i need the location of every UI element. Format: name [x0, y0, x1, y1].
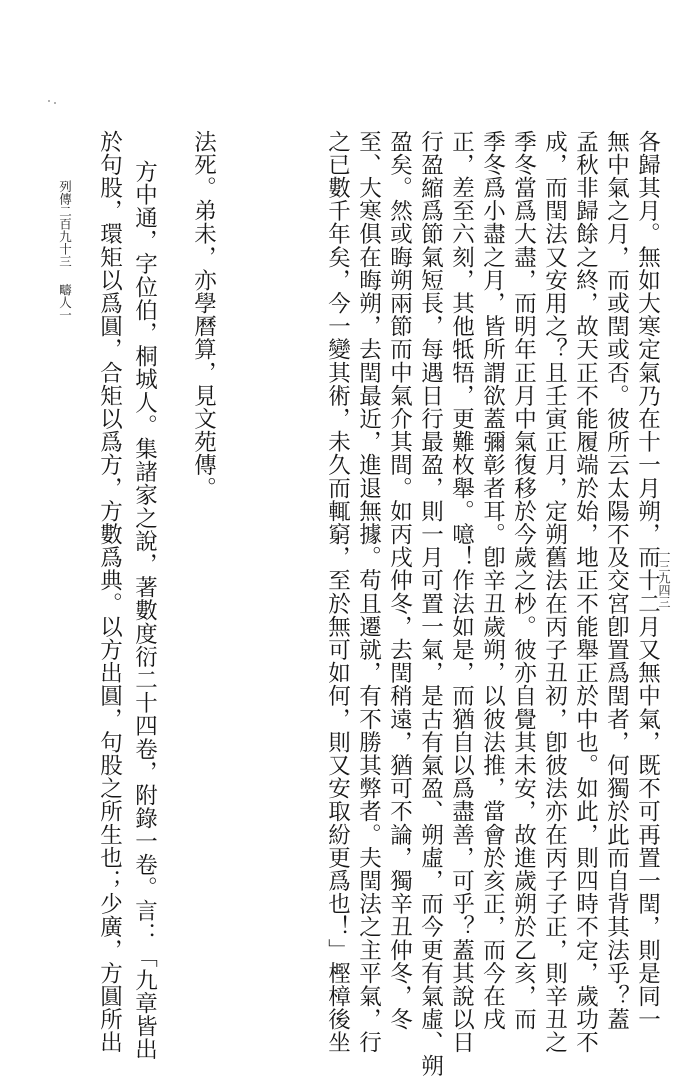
text-column-10: 至、大寒俱在晦朔，去閏最近，進退無據。苟且遷就，有不勝其弊者。夫閏法之主平氣，行	[355, 130, 382, 1054]
text-column-12: 法死。弟未，亦學曆算，見文苑傳。	[190, 130, 217, 500]
text-column-6: 季冬爲小盡之月，皆所謂欲蓋彌彰者耳。卽辛丑歲朔，以彼法推，當會於亥正，而今在戌	[479, 130, 506, 1031]
scan-speck	[54, 102, 56, 104]
text-column-3: 孟秋非歸餘之終，故天正不能履端於始，地正不能舉正於中也。如此，則四時不定，歲功不	[572, 130, 599, 1054]
text-column-15: 於句股，環矩以爲圓，合矩以爲方，方數爲典。以方出圓，句股之所生也；少廣，方圓所出	[96, 130, 123, 1054]
text-column-8: 行盈縮爲節氣短長，每遇日行最盈，則一月可置一氣，是古有氣盈、朔虛，而今更有氣虛、朔	[417, 130, 444, 1077]
text-column-7: 正，差至六刻，其他牴牾，更難枚舉。噫！作法如是，而猶自以爲盡善，可乎？蓋其說以日	[448, 130, 475, 1054]
text-column-9: 盈矣。然或晦朔兩節而中氣介其間。如丙戌仲冬，去閏稍遠，猶可不論，獨辛丑仲冬，冬	[386, 130, 413, 1031]
text-column-11: 之已數千年矣，今一變其術，未久而輒窮，至於無可如何，則又安取紛更爲也！」樫樟後坐	[324, 130, 351, 1054]
text-column-4: 成，而閏法又安用之？且壬寅正月，定朔舊法在丙子丑初，卽彼法亦在丙子子正，則辛丑之	[541, 130, 568, 1054]
scan-speck	[48, 100, 50, 102]
text-column-1: 各歸其月。無如大寒定氣乃在十一月朔，而十二月又無中氣，既不可再置一閏，則是同一	[634, 130, 661, 1031]
margin-section: 列傳二百九十三	[57, 180, 73, 268]
text-column-5: 季冬當爲大盡，而明年正月中氣復移於今歲之杪。彼亦自覺其未安，故進歲朔於乙亥，而	[510, 130, 537, 1031]
margin-chapter: 疇人一	[57, 283, 73, 321]
text-column-14: 方中通，字位伯，桐城人。集諸家之說，著數度衍二十四卷，附錄一卷。言：「九章皆出	[131, 160, 158, 1061]
page-number: 一三九四三	[657, 548, 671, 608]
margin-running-title	[58, 180, 71, 321]
text-column-2: 無中氣之月，而或閏或否。彼所云太陽不及交宮卽置爲閏者，何獨於此而自背其法乎？蓋	[603, 130, 630, 1031]
